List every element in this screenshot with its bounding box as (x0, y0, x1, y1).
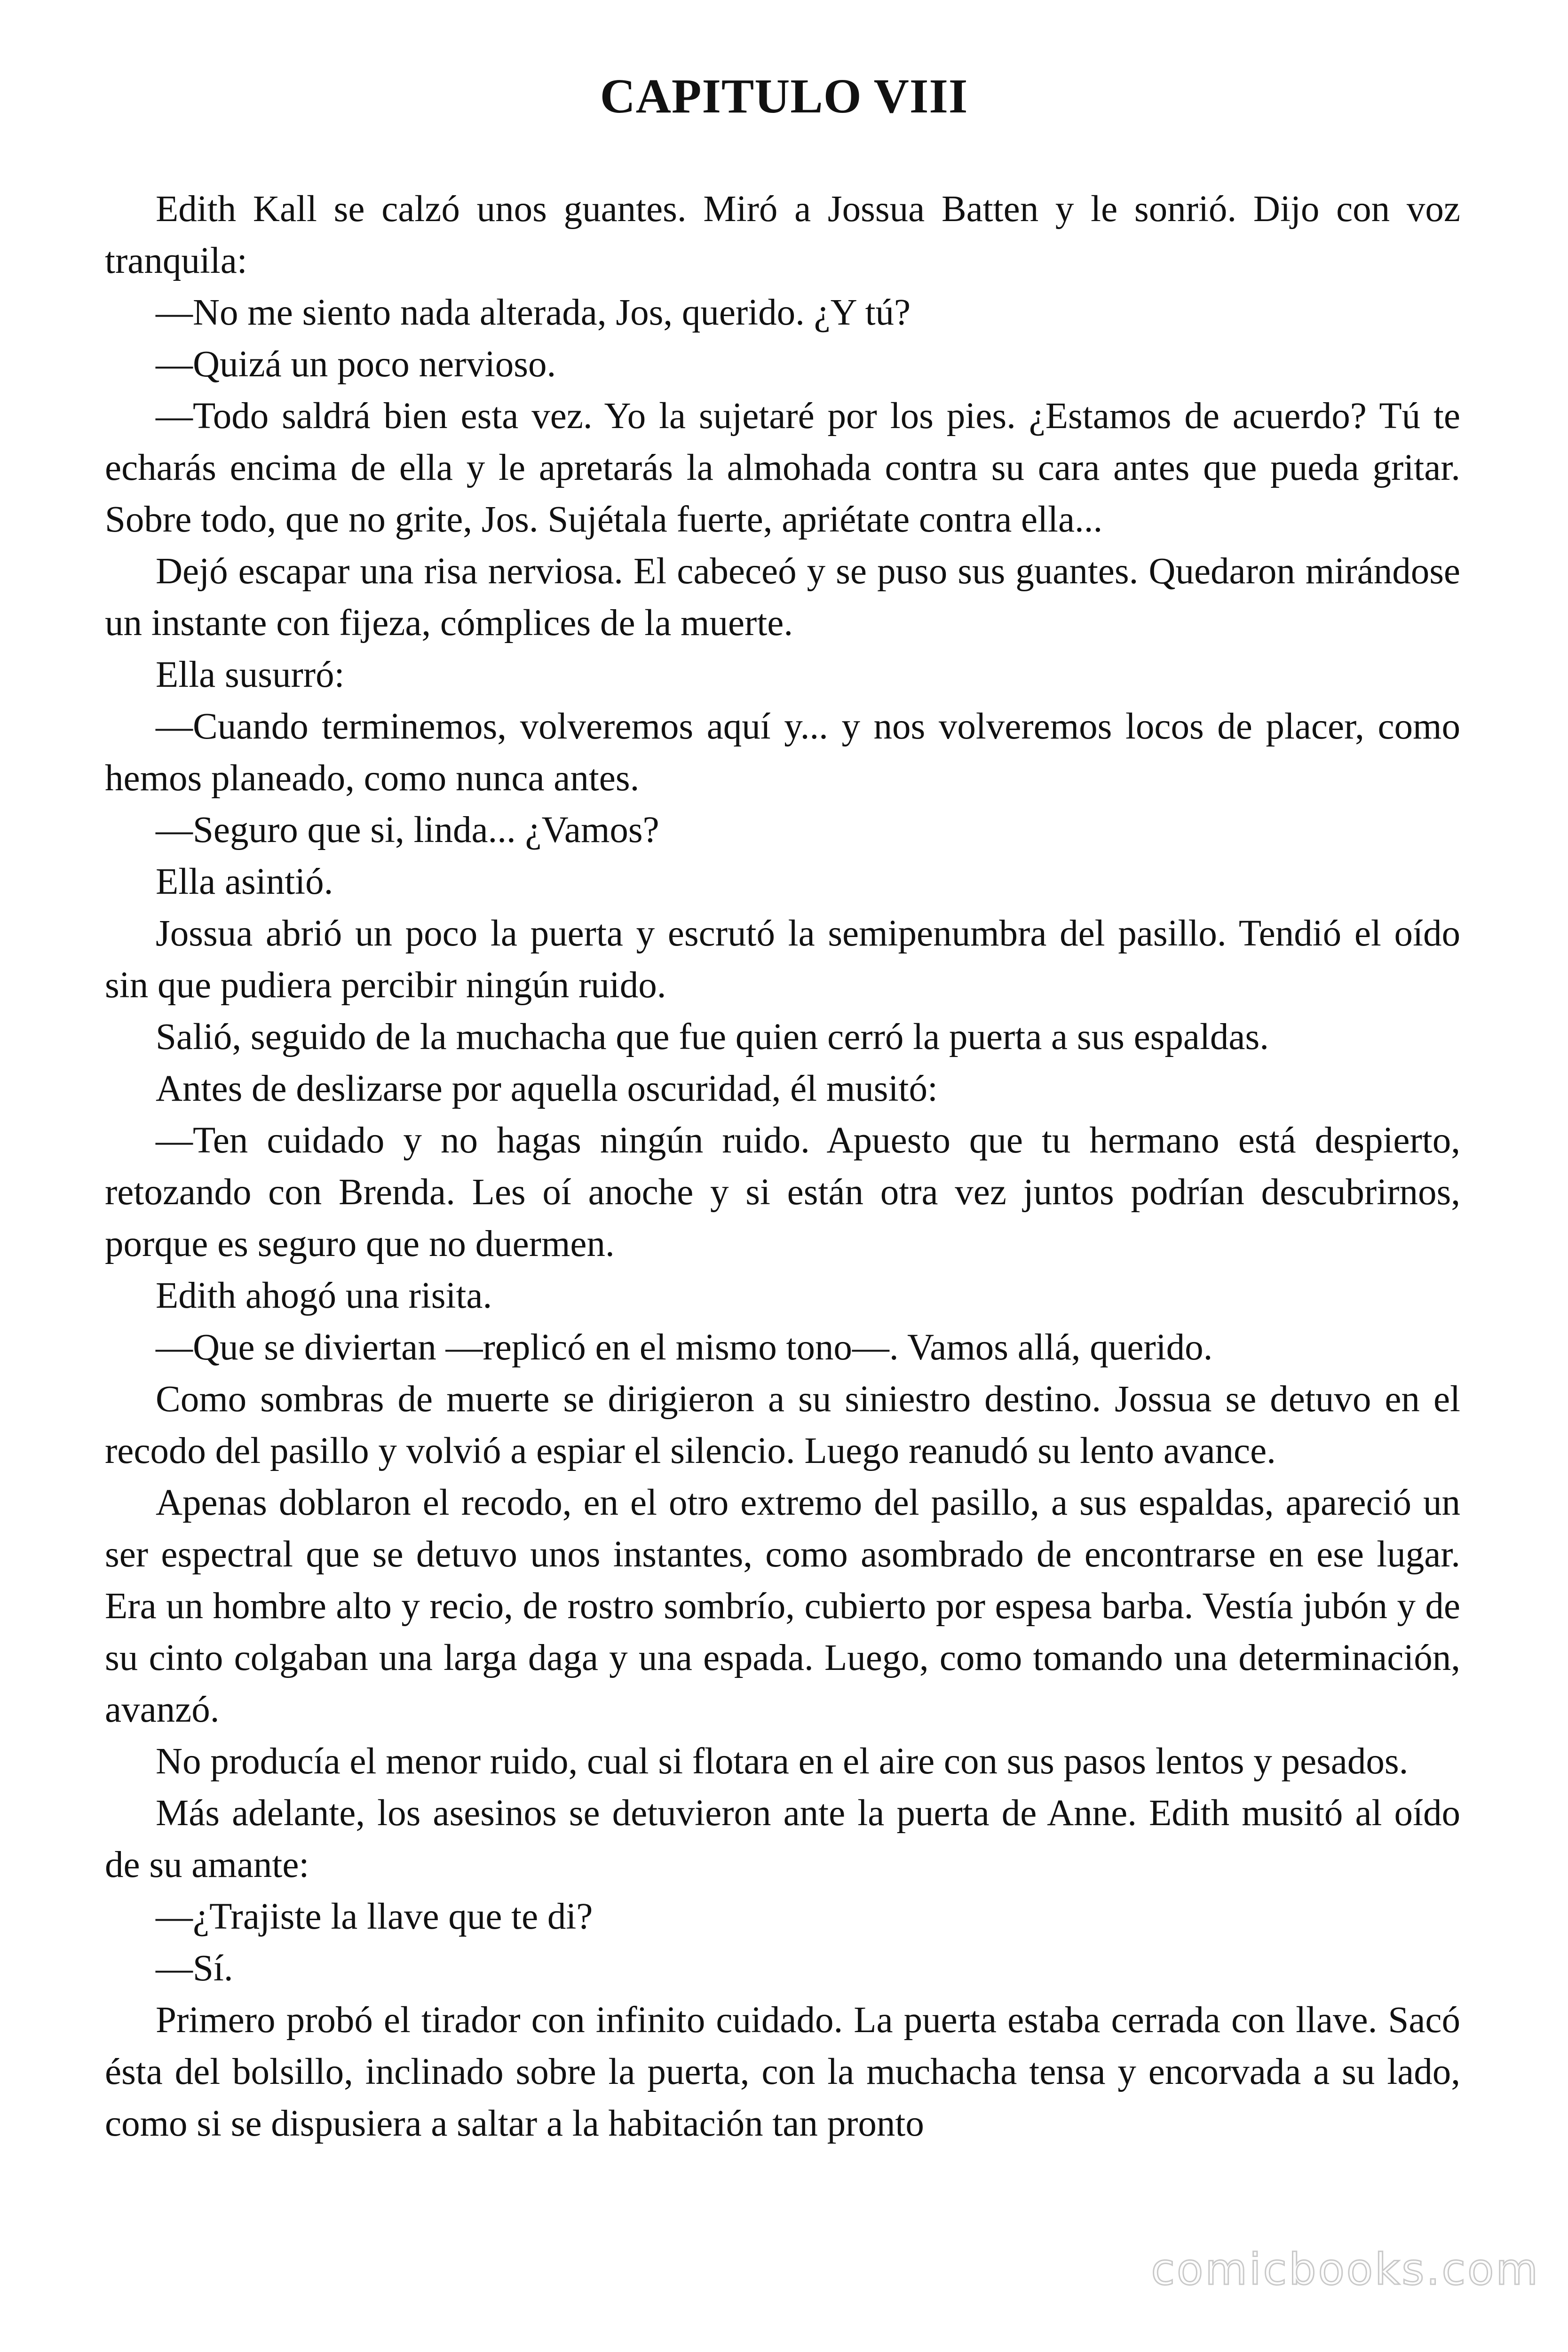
paragraph: Ella susurró: (156, 654, 345, 695)
paragraph: Ella asintió. (156, 861, 333, 902)
chapter-body (105, 183, 1460, 2150)
paragraph: Dejó escapar una risa nerviosa. El cabeceó y se puso sus guantes. Quedaron mirándose un instante con fijeza, cómplices de la muerte. (105, 551, 1460, 644)
paragraph: —No me siento nada alterada, Jos, querido. ¿Y tú? (156, 292, 911, 333)
paragraph: —Cuando terminemos, volveremos aquí y... y nos volveremos locos de placer, como hemos planeado, como nunca antes. (105, 706, 1460, 799)
paragraph: Edith ahogó una risita. (156, 1275, 492, 1316)
paragraph: —Sí. (156, 1948, 233, 1989)
paragraph: —¿Trajiste la llave que te di? (156, 1896, 593, 1937)
paragraph: Antes de deslizarse por aquella oscuridad, él musitó: (156, 1068, 938, 1109)
paragraph: —Todo saldrá bien esta vez. Yo la sujetaré por los pies. ¿Estamos de acuerdo? Tú te echarás encima de ella y le apretarás la almohada contra su cara antes que pueda gritar. Sobre todo, que no grite, Jos. Sujétala fuerte, apriétate contra ella... (105, 396, 1460, 540)
paragraph: Como sombras de muerte se dirigieron a su siniestro destino. Jossua se detuvo en el recodo del pasillo y volvió a espiar el silencio. Luego reanudó su lento avance. (105, 1379, 1460, 1471)
paragraph: Apenas doblaron el recodo, en el otro extremo del pasillo, a sus espaldas, apareció un ser espectral que se detuvo unos instantes, como asombrado de encontrarse en ese lugar. Era un hombre alto y recio, de rostro sombrío, cubierto por espesa barba. Vestía jubón y de su cinto colgaban una larga daga y una espada. Luego, como tomando una determinación, avanzó. (105, 1482, 1460, 1730)
paragraph: —Seguro que si, linda... ¿Vamos? (156, 810, 659, 850)
paragraph: Edith Kall se calzó unos guantes. Miró a Jossua Batten y le sonrió. Dijo con voz tranquila: (105, 189, 1460, 281)
site-watermark: comicbooks.com (1151, 2244, 1540, 2295)
paragraph: No producía el menor ruido, cual si flotara en el aire con sus pasos lentos y pesados. (156, 1741, 1409, 1782)
paragraph: Jossua abrió un poco la puerta y escrutó la semipenumbra del pasillo. Tendió el oído sin que pudiera percibir ningún ruido. (105, 913, 1460, 1006)
paragraph: Salió, seguido de la muchacha que fue quien cerró la puerta a sus espaldas. (156, 1017, 1269, 1057)
paragraph: Más adelante, los asesinos se detuvieron ante la puerta de Anne. Edith musitó al oído de su amante: (105, 1793, 1460, 1885)
paragraph: —Que se diviertan —replicó en el mismo tono—. Vamos allá, querido. (156, 1327, 1213, 1368)
chapter-title: CAPITULO VIII (600, 69, 968, 123)
paragraph: Primero probó el tirador con infinito cuidado. La puerta estaba cerrada con llave. Sacó ésta del bolsillo, inclinado sobre la puerta, con la muchacha tensa y encorvada a su lado, como si se dispusiera a saltar a la habitación tan pronto (105, 2000, 1460, 2144)
paragraph: —Ten cuidado y no hagas ningún ruido. Apuesto que tu hermano está despierto, retozando con Brenda. Les oí anoche y si están otra vez juntos podrían descubrirnos, porque es seguro que no duermen. (105, 1120, 1460, 1264)
paragraph: —Quizá un poco nervioso. (156, 344, 556, 385)
